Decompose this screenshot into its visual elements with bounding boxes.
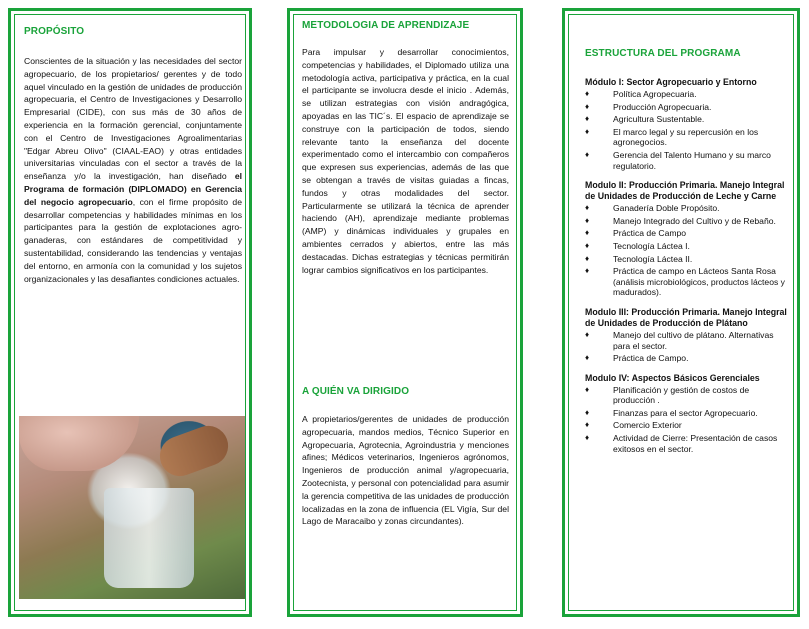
module-item-label: Manejo del cultivo de plátano. Alternativas para el sector. bbox=[613, 329, 774, 351]
photo-bucket bbox=[104, 488, 194, 588]
module-title: Modulo II: Producción Primaria. Manejo Integral de Unidades de Producción de Leche y Carne bbox=[585, 180, 785, 202]
heading-estructura: ESTRUCTURA DEL PROGRAMA bbox=[585, 48, 741, 59]
heading-a-quien-va-dirigido: A QUIÉN VA DIRIGIDO bbox=[302, 386, 410, 397]
module-item bbox=[585, 241, 790, 252]
module-item-label: Agricultura Sustentable. bbox=[613, 114, 705, 125]
module-item bbox=[585, 150, 790, 171]
module-item-label: Ganadería Doble Propósito. bbox=[613, 203, 720, 214]
diamond-bullet-icon: ♦ bbox=[585, 101, 590, 111]
module-item bbox=[585, 228, 790, 239]
panel-estructura bbox=[562, 8, 800, 617]
diamond-bullet-icon: ♦ bbox=[585, 149, 590, 159]
proposito-text-bold: el Programa de formación (DIPLOMADO) en Gerencia del negocio agropecuario bbox=[24, 171, 242, 207]
diamond-bullet-icon: ♦ bbox=[585, 114, 590, 124]
module-item bbox=[585, 127, 790, 148]
module-item-label: Finanzas para el sector Agropecuario. bbox=[613, 407, 758, 418]
diamond-bullet-icon: ♦ bbox=[585, 126, 590, 136]
module-items bbox=[585, 203, 790, 298]
module-item-label: Práctica de campo en Lácteos Santa Rosa (análisis microbiológicos, productos lácteos y madurados). bbox=[613, 266, 785, 298]
diamond-bullet-icon: ♦ bbox=[585, 215, 590, 225]
module-items bbox=[585, 385, 790, 455]
module-item bbox=[585, 254, 790, 265]
module-item-label: Tecnología Láctea I. bbox=[613, 240, 690, 251]
diamond-bullet-icon: ♦ bbox=[585, 89, 590, 98]
module-item-label: Práctica de Campo bbox=[613, 228, 687, 239]
module-item-label: Tecnología Láctea II. bbox=[613, 253, 693, 264]
module-items bbox=[585, 89, 790, 171]
module-item bbox=[585, 114, 790, 125]
module-item-label: El marco legal y su repercusión en los agronegocios. bbox=[613, 126, 759, 148]
module-3 bbox=[585, 307, 790, 364]
module-item bbox=[585, 420, 790, 431]
diamond-bullet-icon: ♦ bbox=[585, 407, 590, 417]
panel-proposito bbox=[8, 8, 252, 617]
diamond-bullet-icon: ♦ bbox=[585, 420, 590, 430]
module-4 bbox=[585, 373, 790, 455]
heading-proposito: PROPÓSITO bbox=[24, 26, 85, 37]
module-item bbox=[585, 216, 790, 227]
module-item bbox=[585, 203, 790, 214]
module-item-label: Planificación y gestión de costos de producción . bbox=[613, 384, 750, 406]
diamond-bullet-icon: ♦ bbox=[585, 266, 590, 276]
module-item bbox=[585, 102, 790, 113]
photo-arm bbox=[154, 420, 233, 482]
module-item bbox=[585, 89, 790, 100]
diamond-bullet-icon: ♦ bbox=[585, 433, 590, 443]
module-2 bbox=[585, 180, 790, 298]
milking-photo bbox=[19, 416, 246, 599]
diamond-bullet-icon: ♦ bbox=[585, 253, 590, 263]
module-item-label: Práctica de Campo. bbox=[613, 353, 689, 364]
module-1 bbox=[585, 77, 790, 171]
heading-metodologia: METODOLOGIA DE APRENDIZAJE bbox=[302, 20, 470, 31]
module-title: Modulo III: Producción Primaria. Manejo Integral de Unidades de Producción de Plátano bbox=[585, 306, 787, 328]
module-item bbox=[585, 266, 790, 298]
module-item-label: Producción Agropecuaria. bbox=[613, 101, 712, 112]
module-item bbox=[585, 408, 790, 419]
diamond-bullet-icon: ♦ bbox=[585, 384, 590, 394]
module-item-label: Comercio Exterior bbox=[613, 420, 682, 431]
module-title: Modulo IV: Aspectos Básicos Gerenciales bbox=[585, 372, 760, 383]
modules-list bbox=[585, 77, 790, 463]
module-item-label: Política Agropecuaria. bbox=[613, 89, 697, 99]
diamond-bullet-icon: ♦ bbox=[585, 203, 590, 213]
proposito-text bbox=[24, 55, 242, 285]
diamond-bullet-icon: ♦ bbox=[585, 353, 590, 363]
panel-metodologia bbox=[287, 8, 523, 617]
module-item-label: Manejo Integrado del Cultivo y de Rebaño. bbox=[613, 215, 776, 226]
module-item-label: Gerencia del Talento Humano y su marco regulatorio. bbox=[613, 149, 771, 171]
a-quien-va-dirigido-text: A propietarios/gerentes de unidades de producción agropecuaria, mandos medios, Técnico Superior en Agropecuaria, Agrotecnia, Agroindustria y menciones afines; Médicos veterinarios, Ingenieros agrónomos, Ingenieros de producción animal y/agropecuaria, Zootecnista, y personal con potencialidad para asumir la gerencia competitiva de las unidades de producción localizadas en la zona de influencia (EL Vigía, Sur del Lago de Maracaibo y zonas circundantes). bbox=[302, 414, 509, 527]
module-item-label: Actividad de Cierre: Presentación de casos exitosos en el sector. bbox=[613, 433, 778, 454]
module-item bbox=[585, 330, 790, 351]
proposito-text-part1: Conscientes de la situación y las necesidades del sector agropecuario, de los propietarios/ gerentes y de todo aquel vinculado en la gestión de unidades de producción agropecuaria, el Centro de Investigaciones y Desarrollo Empresarial (CIDE), con sus más de 30 años de experiencia en la formación gerencial, conjuntamente con el Centro de Investigaciones Agroalimentarias "Edgar Abreu Olivo" (CIAAL-EAO) y otras entidades universitarias vinculadas con el sector a través de la enseñanza y/o la investigación, han diseñado bbox=[24, 56, 242, 182]
diamond-bullet-icon: ♦ bbox=[585, 240, 590, 250]
module-item bbox=[585, 385, 790, 406]
module-item bbox=[585, 433, 790, 454]
diamond-bullet-icon: ♦ bbox=[585, 228, 590, 238]
photo-udder bbox=[19, 416, 139, 471]
module-item bbox=[585, 353, 790, 364]
proposito-text-part2: , con el firme propósito de desarrollar competencias y habilidades mínimas en los participantes para la gestión de explotaciones agro-ganaderas, con estándares de competitividad y sustentabilidad, considerando las tendencias y ventajas del entorno, en armonía con la comunidad y los sujetos organizacionales y las desafiantes condiciones actuales. bbox=[24, 196, 242, 284]
module-title: Módulo I: Sector Agropecuario y Entorno bbox=[585, 77, 757, 87]
module-items bbox=[585, 330, 790, 364]
metodologia-text: Para impulsar y desarrollar conocimientos, competencias y habilidades, el Diplomado utiliza una metodología activa, participativa y práctica, en la cual el participante se involucra desde el inicio . Además, se utilizan estrategias con visión andragógica, apoyadas en las TIC´s. El espacio de aprendizaje se construye con la participación de todos, siendo relevante tanto la enseñanza del docente experimentado como el intercambio con compañeros que expresen sus experiencias, además de las que se obtengan a través de visitas guiadas a fincas, fundos y otras modalidades del sector. Particularmente se utilizará la técnica de aprender haciendo (AH), aprendizaje mediante problemas (AMP) y dinámicas individuales y grupales en ambientes cerrados y abiertos, entre las más destacadas. Dichas estrategias y técnicas permitirán lograr cambios significativos en los participantes. bbox=[302, 47, 509, 275]
diamond-bullet-icon: ♦ bbox=[585, 329, 590, 339]
